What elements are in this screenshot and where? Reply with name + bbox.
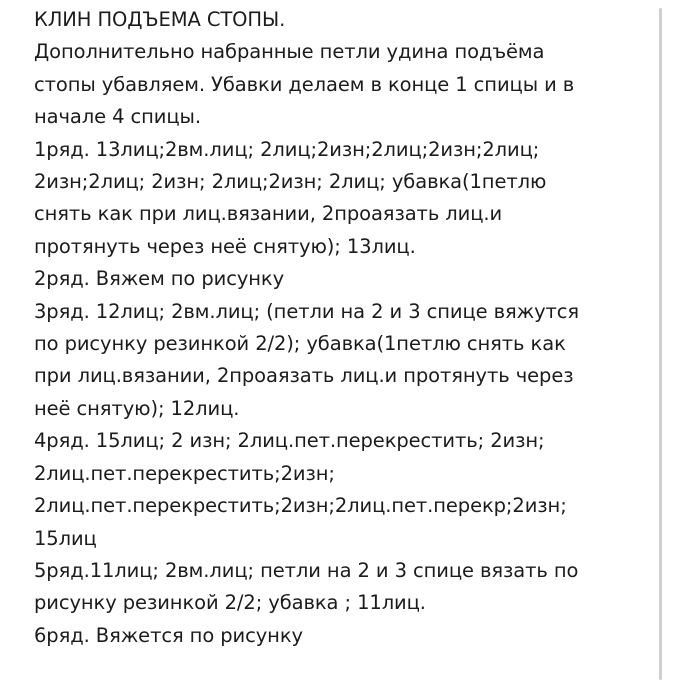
text-line: 3ряд. 12лиц; 2вм.лиц; (петли на 2 и 3 спице вяжутся [34, 299, 580, 323]
scrollbar[interactable] [659, 8, 662, 680]
text-line: рисунку резинкой 2/2; убавка ; 11лиц. [34, 591, 426, 615]
text-line: 1ряд. 13лиц;2вм.лиц; 2лиц;2изн;2лиц;2изн;2лиц; [34, 137, 540, 161]
text-line: неё снятую); 12лиц. [34, 396, 240, 420]
text-line: 2изн;2лиц; 2изн; 2лиц;2изн; 2лиц; убавка(1петлю [34, 170, 547, 194]
text-line: начале 4 спицы. [34, 105, 201, 129]
document-text [34, 4, 644, 652]
text-line: 2ряд. Вяжем по рисунку [34, 267, 285, 291]
title: КЛИН ПОДЪЕМА СТОПЫ. [34, 8, 286, 31]
text-line: стопы убавляем. Убавки делаем в конце 1 спицы и в [34, 72, 575, 96]
text-line: 2лиц.пет.перекрестить;2изн; [34, 461, 335, 485]
text-line: протянуть через неё снятую); 13лиц. [34, 234, 416, 258]
text-line: 2лиц.пет.перекрестить;2изн;2лиц.пет.перекр;2изн; [34, 494, 567, 518]
text-line: снять как при лиц.вязании, 2проаязать лиц.и [34, 202, 503, 226]
text-line: Дополнительно набранные петли удина подъёма [34, 40, 545, 64]
text-line: при лиц.вязании, 2проаязать лиц.и протянуть через [34, 364, 574, 388]
text-line: 4ряд. 15лиц; 2 изн; 2лиц.пет.перекрестить; 2изн; [34, 429, 545, 453]
text-line: 6ряд. Вяжется по рисунку [34, 623, 303, 647]
text-line: по рисунку резинкой 2/2); убавка(1петлю снять как [34, 332, 566, 356]
text-line: 15лиц [34, 526, 97, 550]
text-line: 5ряд.11лиц; 2вм.лиц; петли на 2 и 3 спице вязать по [34, 558, 579, 582]
